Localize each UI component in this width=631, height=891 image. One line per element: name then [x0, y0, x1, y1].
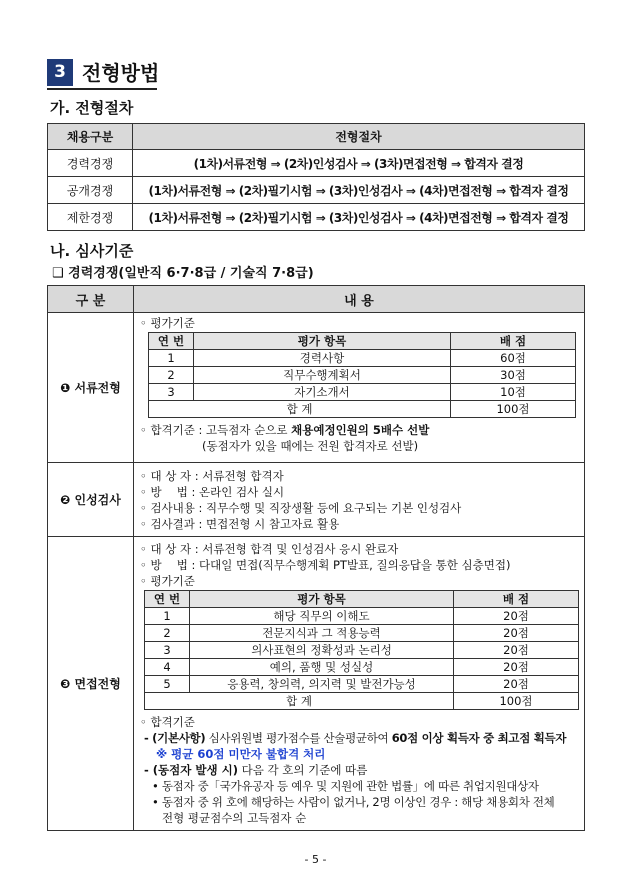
section-title: 전형방법: [82, 61, 160, 85]
interview-label: ❸ 면접전형: [48, 537, 134, 831]
header-type: 채용구분: [48, 124, 133, 150]
table-row: 3 의사표현의 정확성과 논리성 20점: [145, 642, 579, 659]
section-underline: [47, 88, 157, 90]
section-number: 3: [47, 59, 73, 86]
doc-pass-criteria: ◦ 합격기준 : 고득점자 순으로 채용예정인원의 5배수 선발: [140, 423, 430, 437]
process-cell: (1차)서류전형 ⇒ (2차)인성검사 ⇒ (3차)면접전형 ⇒ 합격자 결정: [133, 150, 585, 177]
header-process: 전형절차: [133, 124, 585, 150]
type-cell: 공개경쟁: [48, 177, 133, 204]
header-content: 내 용: [134, 286, 585, 313]
table-row: 1 경력사항 60점: [149, 350, 576, 367]
col-item: 평가 항목: [190, 591, 454, 608]
interview-line: ◦ 방 법 : 다대일 면접(직무수행계획 PT발표, 질의응답을 통한 심층면접): [140, 558, 511, 572]
interview-bullet: • 동점자 중 위 호에 해당하는 사람이 없거나, 2명 이상인 경우 : 해당 채용회차 전체: [152, 795, 555, 809]
doc-label: ❶ 서류전형: [48, 313, 134, 463]
table-row: 3 자기소개서 10점: [149, 384, 576, 401]
interview-bullet-cont: 전형 평균점수의 고득점자 순: [162, 811, 307, 825]
part-b-title: 나. 심사기준: [50, 242, 134, 260]
interview-line: ◦ 대 상 자 : 서류전형 합격 및 인성검사 응시 완료자: [140, 542, 399, 556]
interview-tie: - (동점자 발생 시) 다음 각 호의 기준에 따름: [144, 763, 368, 777]
table-row: 4 예의, 품행 및 성실성 20점: [145, 659, 579, 676]
table-row: 2 직무수행계획서 30점: [149, 367, 576, 384]
procedure-table: [47, 123, 585, 231]
table-row: 1 해당 직무의 이해도 20점: [145, 608, 579, 625]
criteria-table: [47, 285, 585, 831]
col-score: 배 점: [454, 591, 579, 608]
header-category: 구 분: [48, 286, 134, 313]
personality-line: ◦ 검사내용 : 직무수행 및 직장생활 등에 요구되는 기본 인성검사: [140, 501, 462, 515]
table-row: [48, 177, 585, 204]
total-row: 합 계 100점: [149, 401, 576, 418]
interview-fail-note: ※ 평균 60점 미만자 불합격 처리: [156, 747, 326, 761]
total-row: 합 계 100점: [145, 693, 579, 710]
part-b-subtitle: ❑ 경력경쟁(일반직 6·7·8급 / 기술직 7·8급): [52, 266, 314, 281]
col-no: 연 번: [145, 591, 190, 608]
col-score: 배 점: [451, 333, 576, 350]
table-row: 2 전문지식과 그 적용능력 20점: [145, 625, 579, 642]
interview-criteria-intro: ◦ 합격기준: [140, 715, 195, 729]
doc-score-table: [148, 332, 576, 418]
doc-pass-note: (동점자가 있을 때에는 전원 합격자로 선발): [202, 439, 419, 453]
doc-intro: ◦ 평가기준: [140, 316, 195, 330]
table-row: [48, 150, 585, 177]
interview-bullet: • 동점자 중「국가유공자 등 예우 및 지원에 관한 법률」에 따른 취업지원대상자: [152, 779, 539, 793]
interview-basic: - (기본사항) 심사위원별 평가점수를 산술평균하여 60점 이상 획득자 중 최고점 획득자: [144, 731, 567, 745]
table-row: [48, 204, 585, 231]
process-cell: (1차)서류전형 ⇒ (2차)필기시험 ⇒ (3차)인성검사 ⇒ (4차)면접전형 ⇒ 합격자 결정: [133, 177, 585, 204]
page-number: - 5 -: [304, 853, 327, 866]
interview-line: ◦ 평가기준: [140, 574, 195, 588]
col-no: 연 번: [149, 333, 194, 350]
personality-label: ❷ 인성검사: [48, 463, 134, 537]
type-cell: 경력경쟁: [48, 150, 133, 177]
process-cell: (1차)서류전형 ⇒ (2차)필기시험 ⇒ (3차)인성검사 ⇒ (4차)면접전형 ⇒ 합격자 결정: [133, 204, 585, 231]
col-item: 평가 항목: [194, 333, 451, 350]
personality-line: ◦ 대 상 자 : 서류전형 합격자: [140, 469, 284, 483]
table-row: 5 응용력, 창의력, 의지력 및 발전가능성 20점: [145, 676, 579, 693]
personality-line: ◦ 검사결과 : 면접전형 시 참고자료 활용: [140, 517, 340, 531]
type-cell: 제한경쟁: [48, 204, 133, 231]
part-a-title: 가. 전형절차: [50, 99, 134, 117]
interview-score-table: [144, 590, 579, 710]
personality-line: ◦ 방 법 : 온라인 검사 실시: [140, 485, 285, 499]
